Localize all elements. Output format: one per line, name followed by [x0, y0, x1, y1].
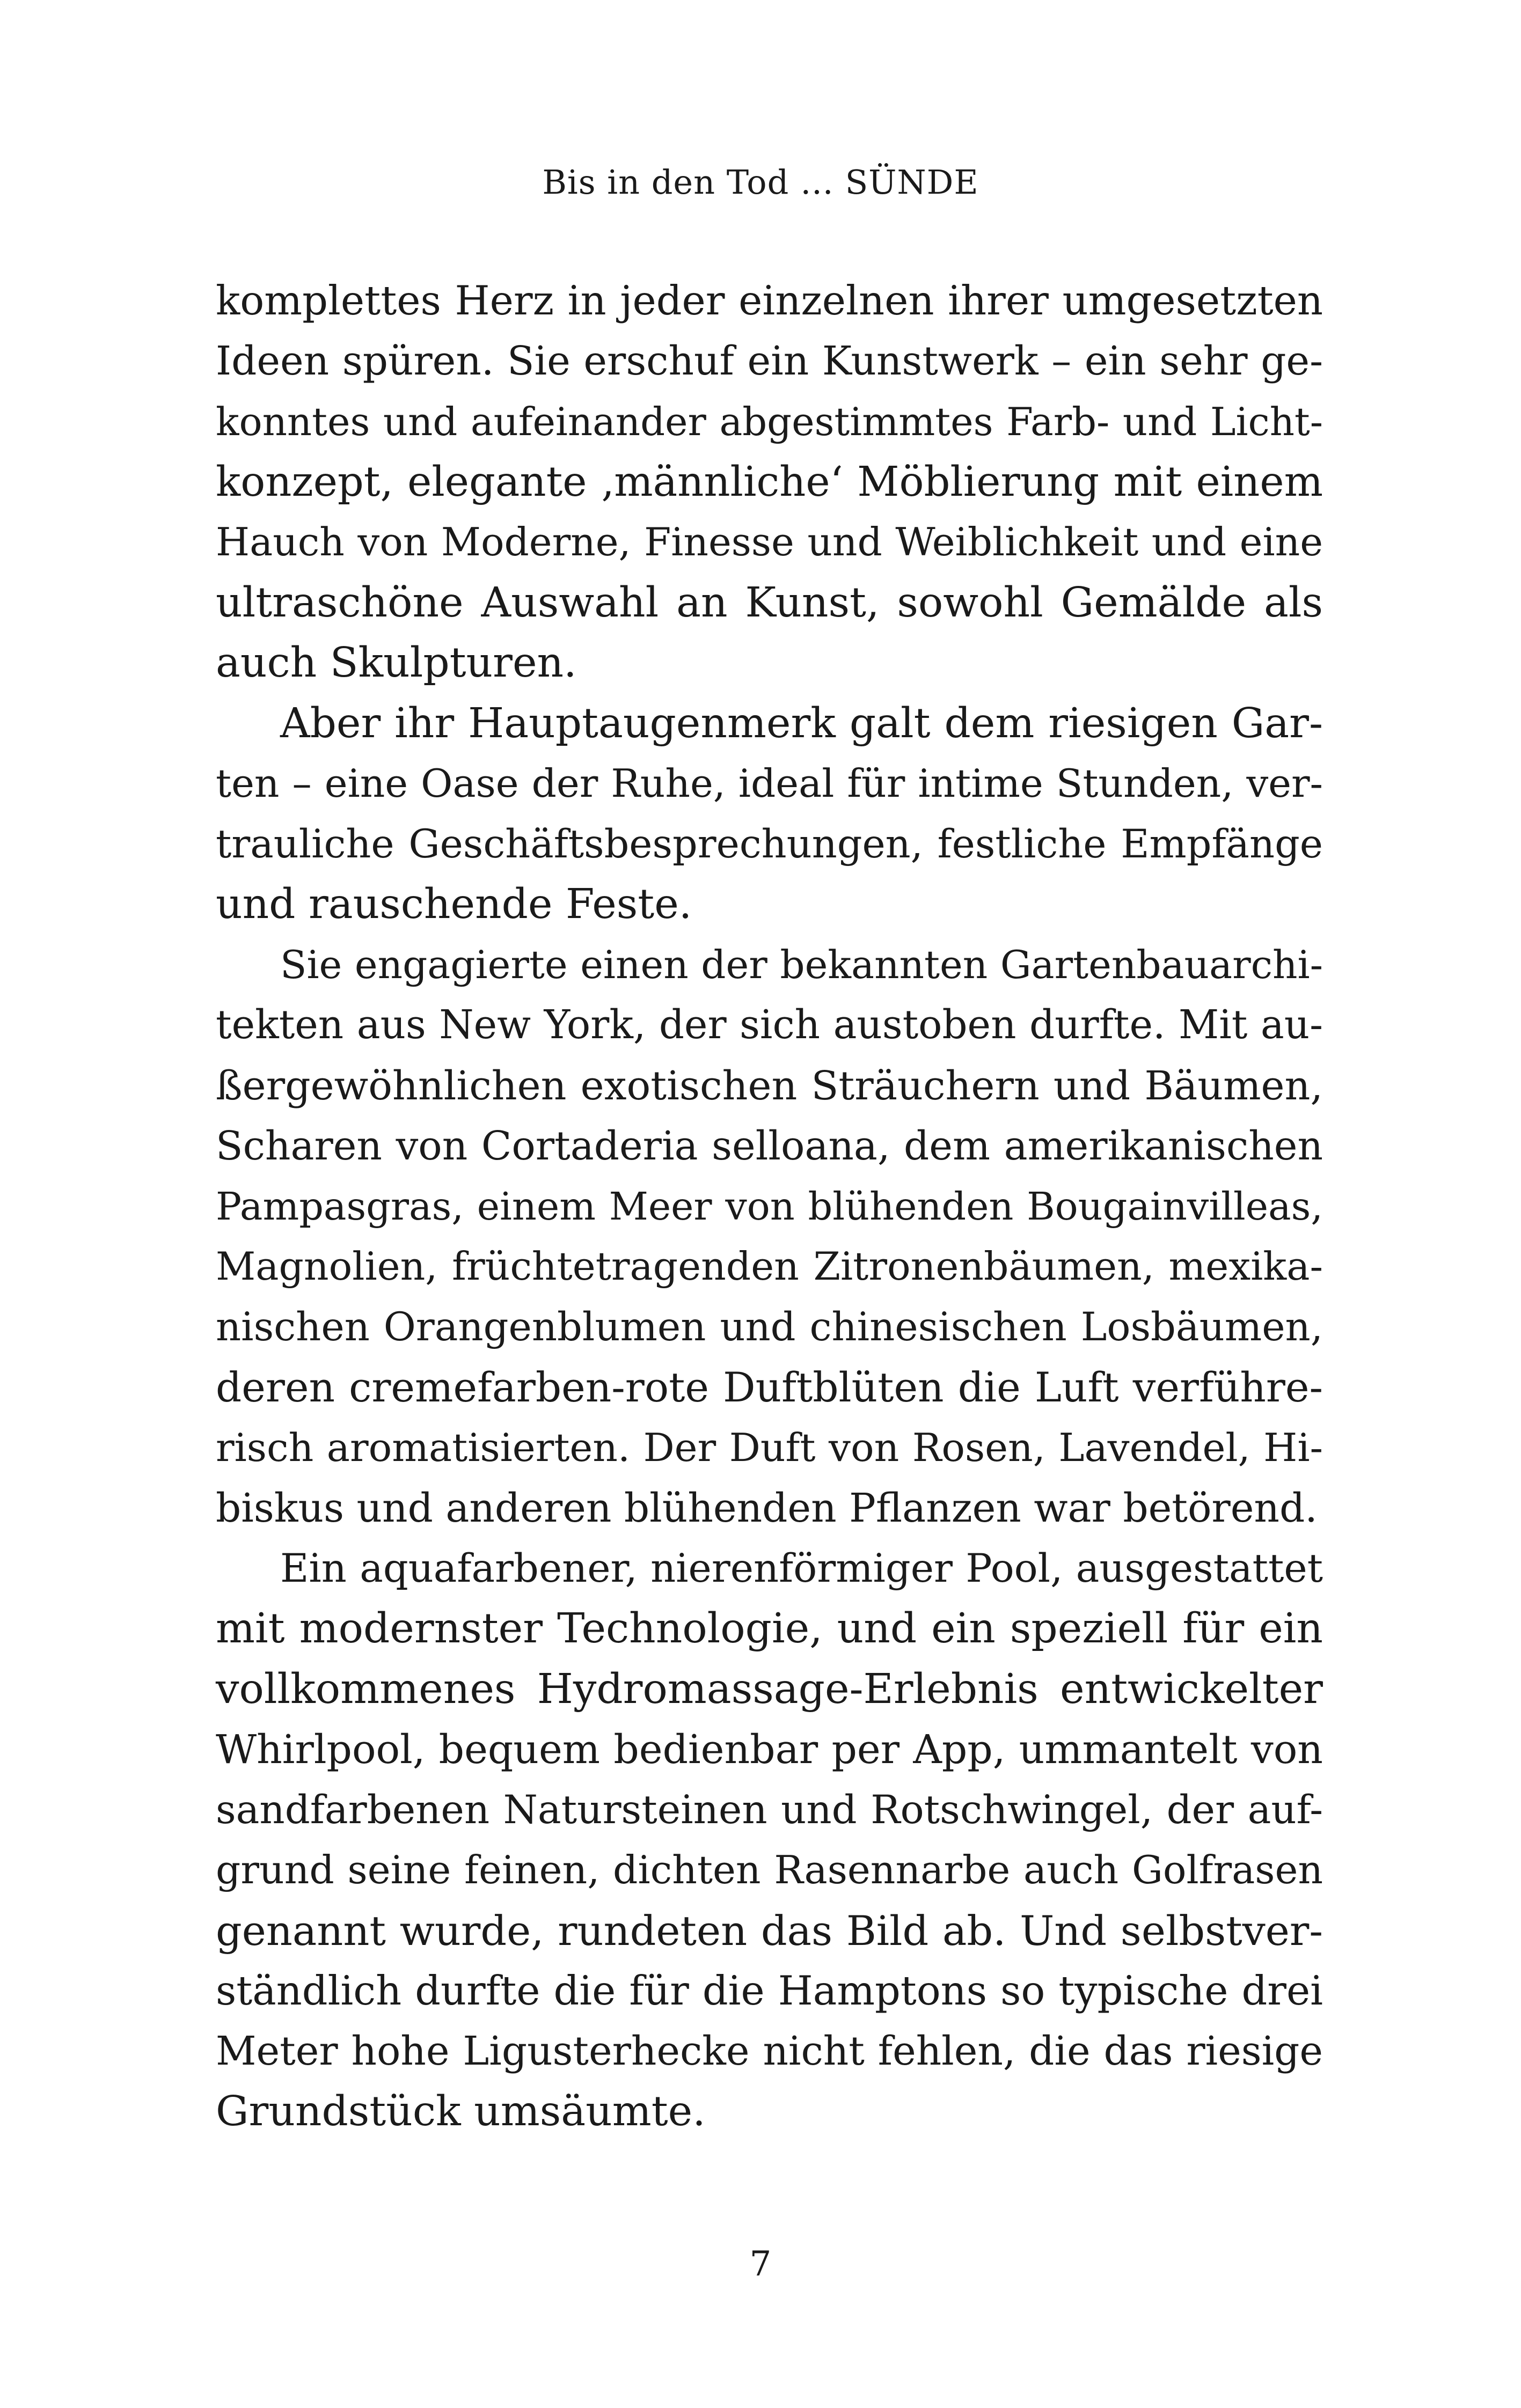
text-line: Whirlpool, bequem bedienbar per App, ummantelt von [216, 1727, 1323, 1773]
page-number: 7 [749, 2244, 772, 2284]
text-line: grund seine feinen, dichten Rasennarbe auch Golfrasen [216, 1848, 1323, 1893]
text-line: Scharen von Cortaderia selloana, dem amerikanischen [216, 1123, 1323, 1169]
paragraph-first-line: Aber ihr Hauptaugenmerk galt dem riesigen Gar- [280, 699, 1323, 747]
text-line: Magnolien, früchtetragenden Zitronenbäumen, mexika- [216, 1244, 1323, 1289]
text-line: Meter hohe Ligusterhecke nicht fehlen, die das riesige [216, 2028, 1323, 2074]
text-line: risch aromatisierten. Der Duft von Rosen, Lavendel, Hi- [216, 1425, 1323, 1471]
text-line: tekten aus New York, der sich austoben durfte. Mit au- [216, 1002, 1323, 1048]
body-text [216, 271, 1323, 2142]
paragraph-first-line: Sie engagierte einen der bekannten Gartenbauarchi- [280, 942, 1323, 988]
text-line: mit modernster Technologie, und ein speziell für ein [216, 1605, 1323, 1653]
text-line: konzept, elegante ‚männliche‘ Möblierung mit einem [216, 458, 1323, 506]
running-header: Bis in den Tod … SÜNDE [542, 163, 979, 202]
text-line: ten – eine Oase der Ruhe, ideal für intime Stunden, ver- [216, 761, 1323, 806]
text-line: auch Skulpturen. [216, 639, 577, 687]
text-line: Pampasgras, einem Meer von blühenden Bougainvilleas, [216, 1184, 1323, 1229]
text-line: trauliche Geschäftsbesprechungen, festliche Empfänge [216, 821, 1323, 867]
text-line: ultraschöne Auswahl an Kunst, sowohl Gemälde als [216, 578, 1323, 627]
text-line: komplettes Herz in jeder einzelnen ihrer umgesetzten [216, 277, 1323, 324]
text-line: Hauch von Moderne, Finesse und Weiblichkeit und eine [216, 520, 1323, 565]
text-line: und rauschende Feste. [216, 880, 692, 928]
text-line: biskus und anderen blühenden Pflanzen war betörend. [216, 1485, 1318, 1531]
text-line: Ideen spüren. Sie erschuf ein Kunstwerk – ein sehr ge- [216, 338, 1323, 384]
text-line: vollkommenes Hydromassage-Erlebnis entwickelter [216, 1665, 1323, 1713]
text-line: deren cremefarben-rote Duftblüten die Luft verführe- [216, 1364, 1323, 1411]
text-line: ßergewöhnlichen exotischen Sträuchern und Bäumen, [216, 1062, 1323, 1109]
text-line: genannt wurde, rundeten das Bild ab. Und selbstver- [216, 1906, 1323, 1955]
text-line: konntes und aufeinander abgestimmtes Farb- und Licht- [216, 399, 1323, 444]
text-line: nischen Orangenblumen und chinesischen Losbäumen, [216, 1304, 1323, 1350]
paragraph-first-line: Ein aquafarbener, nierenförmiger Pool, ausgestattet [280, 1545, 1323, 1591]
text-line: Grundstück umsäumte. [216, 2088, 706, 2135]
text-line: sandfarbenen Natursteinen und Rotschwingel, der auf- [216, 1787, 1323, 1833]
text-line: ständlich durfte die für die Hamptons so typische drei [216, 1967, 1323, 2014]
